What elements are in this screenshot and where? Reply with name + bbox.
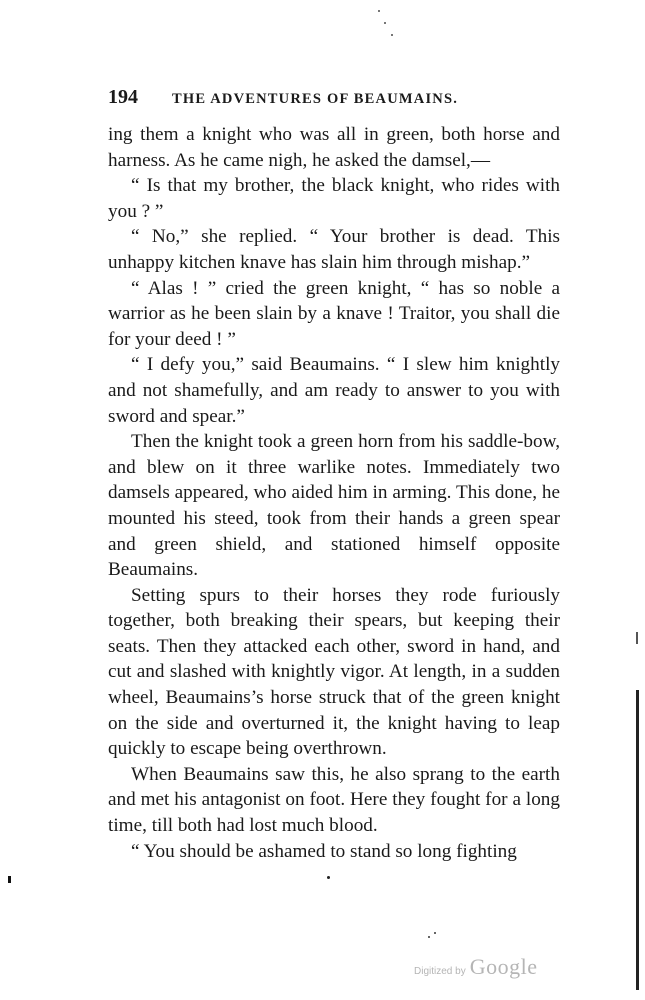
page-header — [108, 86, 558, 110]
paragraph: “ Is that my brother, the black knight, who rides with you ? ” — [108, 175, 560, 222]
paragraph: When Beaumains saw this, he also sprang to the earth and met his antagonist on foot. Here they fought for a long time, till both had lost much blood. — [108, 763, 560, 837]
watermark-brand: Google — [469, 954, 538, 979]
scan-edge-line — [636, 690, 639, 990]
watermark-prefix: Digitized by — [414, 966, 466, 977]
scan-dot-footer — [327, 876, 330, 879]
scan-edge-tick — [636, 632, 638, 644]
paragraph: “ Alas ! ” cried the green knight, “ has so noble a warrior as he been slain by a knave ! Traitor, you shall die for your deed ! ” — [108, 277, 560, 350]
paragraph: “ You should be ashamed to stand so long fighting — [131, 840, 517, 862]
scan-specks-bottom — [428, 932, 440, 938]
scan-mark-left — [8, 876, 11, 883]
paragraph: Setting spurs to their horses they rode furiously together, both breaking their spears, but keeping their seats. Then they attacked each other, sword in hand, and cut and slashed with knightly vigor. At length, in a sudden wheel, Beaumains’s horse struck that of the green knight on the side and overturned it, the knight having to leap quickly to escape being overthrown. — [108, 584, 560, 760]
paragraph: “ No,” she replied. “ Your brother is dead. This unhappy kitchen knave has slain him through mishap.” — [108, 226, 560, 273]
digitized-watermark — [414, 954, 537, 980]
paragraph: “ I defy you,” said Beaumains. “ I slew him knightly and not shamefully, and am ready to answer to you with sword and spear.” — [108, 354, 560, 427]
paragraph: Then the knight took a green horn from his saddle-bow, and blew on it three warlike notes. Immediately two damsels appeared, who aided him in arming. This done, he mounted his steed, took from their hands a green spear and green shield, and stationed himself opposite Beaumains. — [108, 431, 560, 581]
running-head: THE ADVENTURES OF BEAUMAINS. — [172, 91, 459, 107]
paragraph: ing them a knight who was all in green, both horse and harness. As he came nigh, he asked the damsel,— — [108, 124, 560, 171]
page-number: 194 — [108, 86, 138, 108]
scan-specks-top — [376, 10, 396, 40]
body-text — [108, 122, 560, 864]
